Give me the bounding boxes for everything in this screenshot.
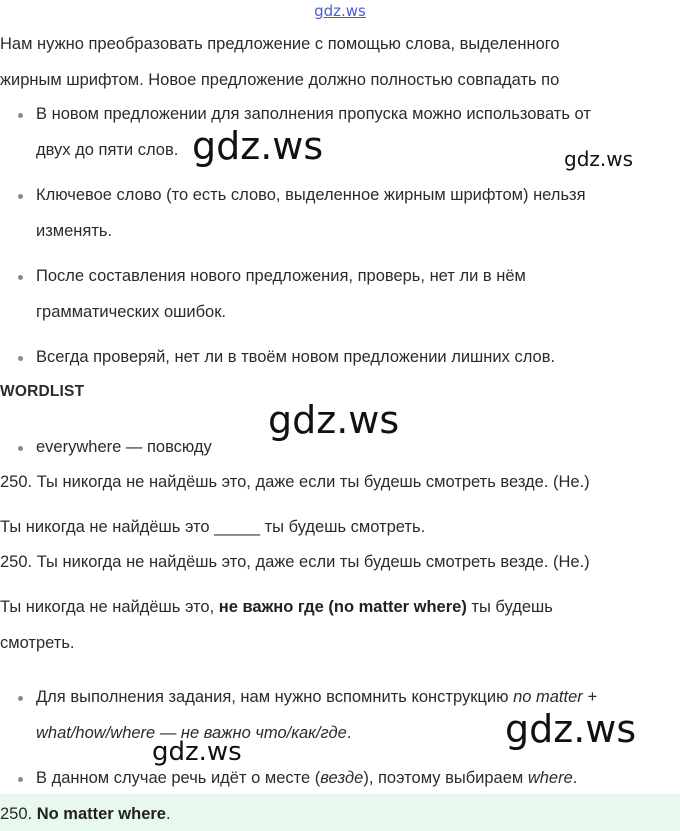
note-2-italic: везде bbox=[320, 769, 364, 787]
note-1-italic: no matter + bbox=[513, 688, 597, 706]
bullet-icon bbox=[18, 446, 23, 451]
solution-prefix: Ты никогда не найдёшь это, bbox=[0, 598, 219, 616]
bullet-icon bbox=[18, 696, 23, 701]
watermark: gdz.ws bbox=[192, 124, 324, 168]
rule-3-line-1: После составления нового предложения, проверь, нет ли в нём bbox=[36, 267, 526, 285]
answer-line bbox=[0, 803, 171, 825]
note-1-line-1 bbox=[36, 686, 597, 708]
watermark: gdz.ws bbox=[505, 707, 637, 751]
bullet-icon bbox=[18, 777, 23, 782]
answer-number: 250. bbox=[0, 805, 37, 823]
rule-3-line-2: грамматических ошибок. bbox=[36, 303, 226, 321]
note-2-middle: ), поэтому выбираем bbox=[363, 769, 528, 787]
wordlist-heading: WORDLIST bbox=[0, 383, 85, 400]
answer-suffix: . bbox=[166, 805, 171, 823]
bullet-icon bbox=[18, 356, 23, 361]
rule-2-line-2: изменять. bbox=[36, 222, 113, 240]
watermark: gdz.ws bbox=[152, 737, 242, 767]
intro-line-1: Нам нужно преобразовать предложение с помощью слова, выделенного bbox=[0, 35, 560, 53]
wordlist-item: everywhere — повсюду bbox=[36, 438, 212, 456]
note-2-suffix: . bbox=[572, 769, 578, 787]
watermark: gdz.ws bbox=[564, 147, 634, 171]
bullet-icon bbox=[18, 194, 23, 199]
note-2-prefix: В данном случае речь идёт о месте ( bbox=[36, 769, 321, 787]
note-2-italic-2: where bbox=[527, 769, 573, 787]
rule-2-line-1: Ключевое слово (то есть слово, выделенное жирным шрифтом) нельзя bbox=[36, 186, 586, 204]
note-2 bbox=[36, 767, 577, 789]
solution-suffix: ты будешь bbox=[466, 598, 553, 616]
rule-1-line-2: двух до пяти слов. bbox=[36, 141, 179, 159]
note-1-prefix: Для выполнения задания, нам нужно вспомнить конструкцию bbox=[36, 688, 514, 706]
solution-line-1 bbox=[0, 596, 553, 618]
bullet-icon bbox=[18, 113, 23, 118]
task-sentence-1: 250. Ты никогда не найдёшь это, даже если ты будешь смотреть везде. (Не.) bbox=[0, 473, 590, 491]
bullet-icon bbox=[18, 275, 23, 280]
intro-line-2: жирным шрифтом. Новое предложение должно полностью совпадать по bbox=[0, 71, 560, 89]
top-watermark-link[interactable]: gdz.ws bbox=[314, 2, 366, 20]
task-sentence-2: 250. Ты никогда не найдёшь это, даже если ты будешь смотреть везде. (Не.) bbox=[0, 553, 590, 571]
solution-bold: не важно где (no matter where) bbox=[218, 598, 467, 616]
note-1-line-2-italic: what/how/where — не важно что/как/где bbox=[36, 724, 347, 742]
watermark: gdz.ws bbox=[268, 398, 400, 442]
solution-line-2: смотреть. bbox=[0, 634, 75, 652]
answer-text: No matter where bbox=[36, 805, 166, 823]
task-gap-sentence: Ты никогда не найдёшь это _____ ты будешь смотреть. bbox=[0, 518, 426, 536]
note-1-line-2-suffix: . bbox=[346, 724, 352, 742]
rule-4-line-1: Всегда проверяй, нет ли в твоём новом предложении лишних слов. bbox=[36, 348, 556, 366]
rule-1-line-1: В новом предложении для заполнения пропуска можно использовать от bbox=[36, 105, 591, 123]
